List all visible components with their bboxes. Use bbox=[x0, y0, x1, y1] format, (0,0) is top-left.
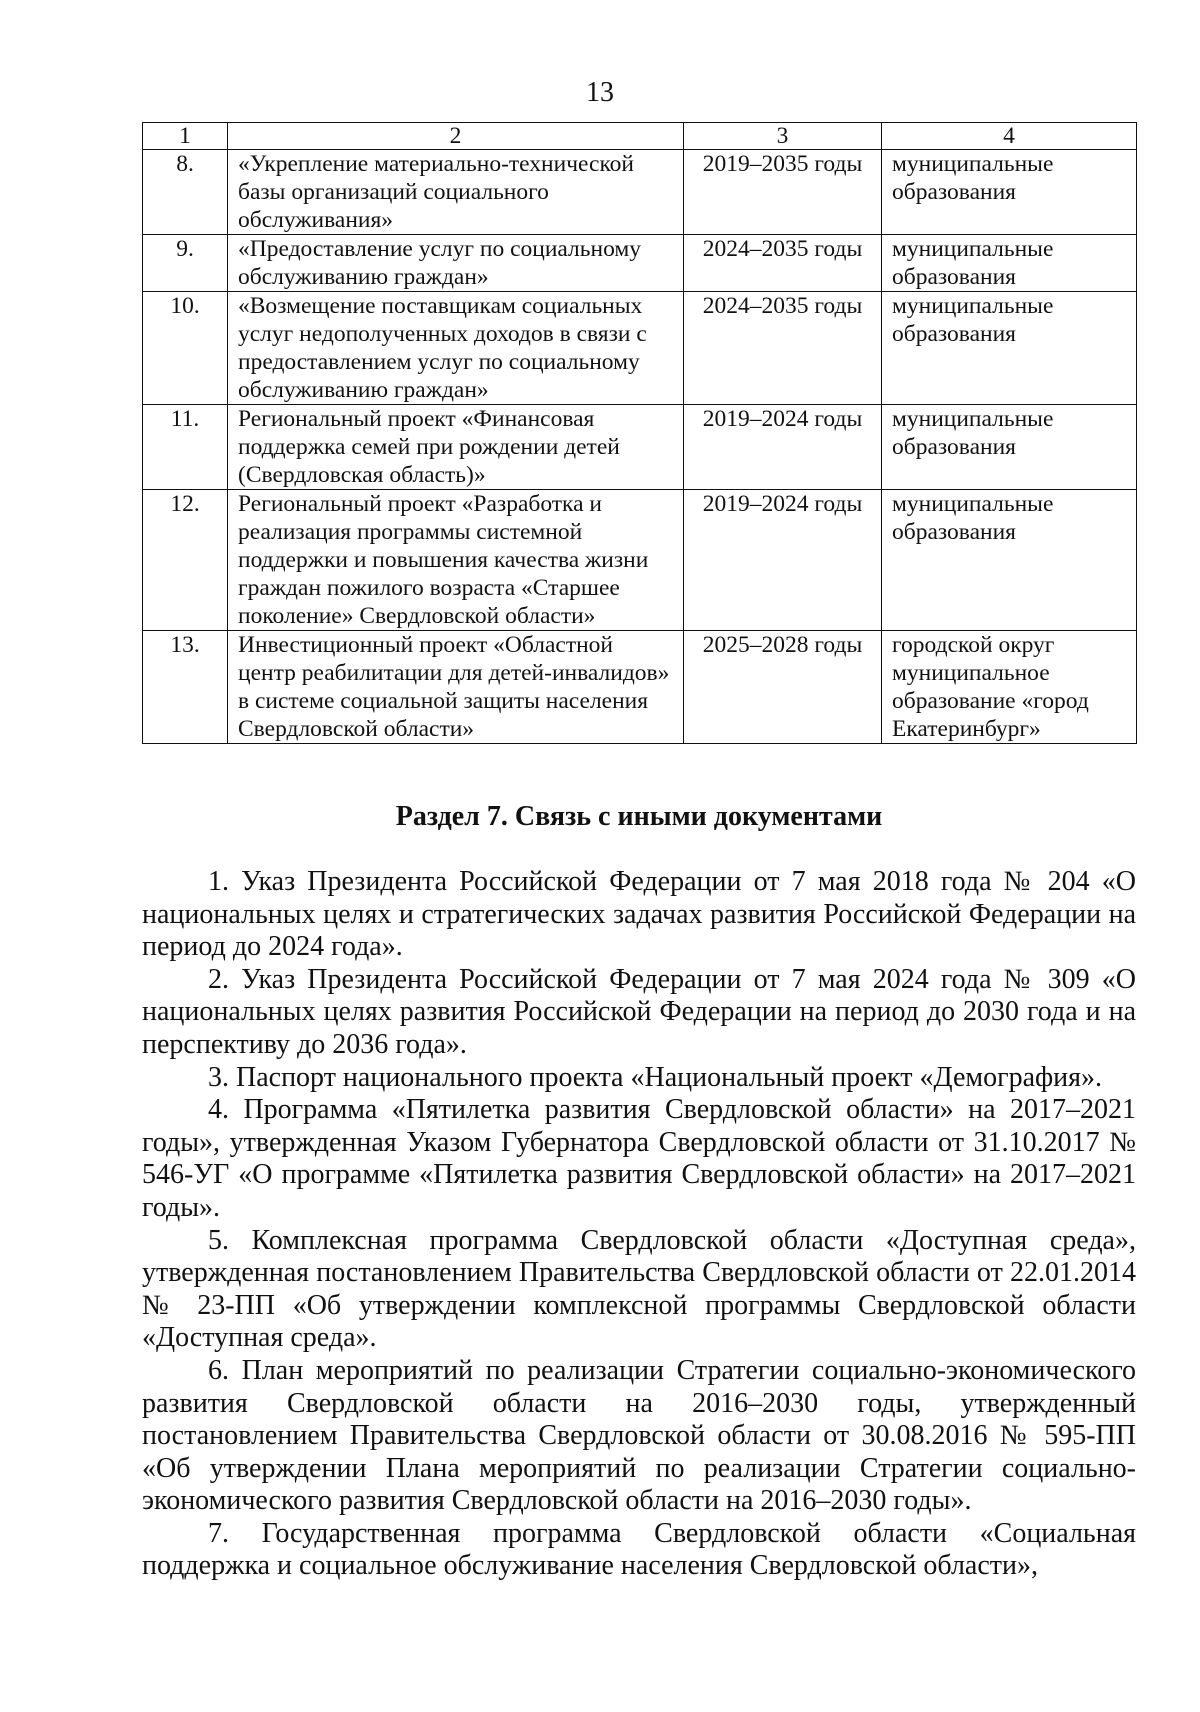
column-header: 4 bbox=[882, 123, 1137, 150]
row-period: 2025–2028 годы bbox=[684, 631, 882, 744]
row-period: 2019–2024 годы bbox=[684, 490, 882, 631]
list-item: 2. Указ Президента Российской Федерации от 7 мая 2024 года № 309 «О национальных целях развития Российской Федерации на период до 2030 года и на перспективу до 2036 года». bbox=[142, 963, 1136, 1060]
row-number: 10. bbox=[143, 292, 228, 405]
projects-table bbox=[142, 122, 1137, 744]
table-row bbox=[143, 235, 1137, 292]
row-period: 2024–2035 годы bbox=[684, 292, 882, 405]
table-row bbox=[143, 292, 1137, 405]
row-executor: муниципальные образования bbox=[882, 405, 1137, 490]
column-header: 1 bbox=[143, 123, 228, 150]
list-item: 7. Государственная программа Свердловской области «Социальная поддержка и социальное обслуживание населения Свердловской области», bbox=[142, 1517, 1136, 1582]
related-documents-list bbox=[142, 866, 1136, 1583]
row-content: «Укрепление материально-технической базы организаций социального обслуживания» bbox=[228, 150, 684, 235]
section-title: Раздел 7. Связь с иными документами bbox=[395, 801, 883, 832]
page-number: 13 bbox=[586, 77, 614, 108]
row-executor: муниципальные образования bbox=[882, 490, 1137, 631]
column-header: 3 bbox=[684, 123, 882, 150]
row-period: 2024–2035 годы bbox=[684, 235, 882, 292]
row-executor: муниципальные образования bbox=[882, 292, 1137, 405]
table-header-row bbox=[143, 123, 1137, 150]
list-item: 5. Комплексная программа Свердловской области «Доступная среда», утвержденная постановлением Правительства Свердловской области от 22.01.2014 № 23-ПП «Об утверждении комплексной программы Свердловской области «Доступная среда». bbox=[142, 1224, 1136, 1354]
column-header: 2 bbox=[228, 123, 684, 150]
list-item: 3. Паспорт национального проекта «Национальный проект «Демография». bbox=[208, 1061, 1103, 1093]
row-executor: городской округ муниципальное образование «город Екатеринбург» bbox=[882, 631, 1137, 744]
row-content: «Возмещение поставщикам социальных услуг недополученных доходов в связи с предоставлением услуг по социальному обслуживанию граждан» bbox=[228, 292, 684, 405]
table-row bbox=[143, 631, 1137, 744]
row-content: «Предоставление услуг по социальному обслуживанию граждан» bbox=[228, 235, 684, 292]
row-number: 13. bbox=[143, 631, 228, 744]
row-number: 9. bbox=[143, 235, 228, 292]
row-content: Инвестиционный проект «Областной центр реабилитации для детей-инвалидов» в системе социальной защиты населения Свердловской области» bbox=[228, 631, 684, 744]
list-item: 1. Указ Президента Российской Федерации от 7 мая 2018 года № 204 «О национальных целях и стратегических задачах развития Российской Федерации на период до 2024 года». bbox=[142, 866, 1136, 963]
row-executor: муниципальные образования bbox=[882, 235, 1137, 292]
table-row bbox=[143, 490, 1137, 631]
table-row bbox=[143, 150, 1137, 235]
row-period: 2019–2035 годы bbox=[684, 150, 882, 235]
row-period: 2019–2024 годы bbox=[684, 405, 882, 490]
row-number: 11. bbox=[143, 405, 228, 490]
row-number: 8. bbox=[143, 150, 228, 235]
row-content: Региональный проект «Финансовая поддержка семей при рождении детей (Свердловская область)» bbox=[228, 405, 684, 490]
row-executor: муниципальные образования bbox=[882, 150, 1137, 235]
row-number: 12. bbox=[143, 490, 228, 631]
list-item: 4. Программа «Пятилетка развития Свердловской области» на 2017–2021 годы», утвержденная Указом Губернатора Свердловской области от 31.10.2017 № 546-УГ «О программе «Пятилетка развития Свердловской области» на 2017–2021 годы». bbox=[142, 1094, 1136, 1223]
list-item: 6. План мероприятий по реализации Стратегии социально-экономического развития Свердловской области на 2016–2030 годы, утвержденный постановлением Правительства Свердловской области от 30.08.2016 № 595-ПП «Об утверждении Плана мероприятий по реализации Стратегии социально-экономического развития Свердловской области на 2016–2030 годы». bbox=[142, 1354, 1136, 1517]
row-content: Региональный проект «Разработка и реализация программы системной поддержки и повышения качества жизни граждан пожилого возраста «Старшее поколение» Свердловской области» bbox=[228, 490, 684, 631]
table-row bbox=[143, 405, 1137, 490]
